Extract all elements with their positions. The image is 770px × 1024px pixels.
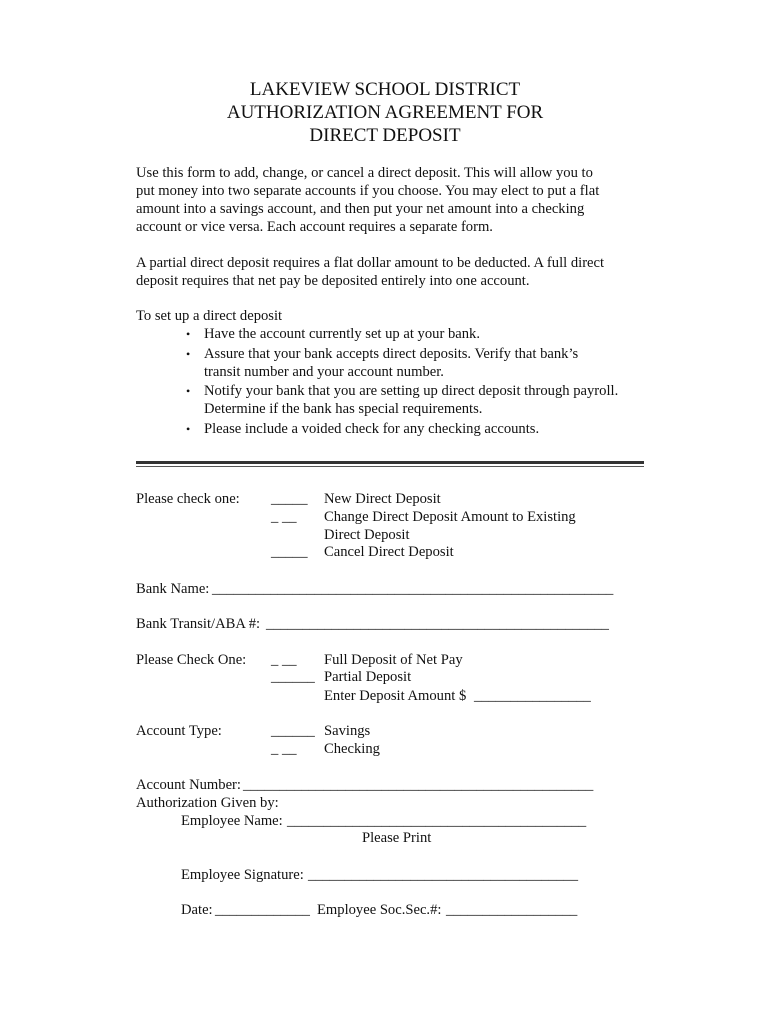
partial-line: A partial direct deposit requires a flat dollar amount to be deducted. A full direct: [136, 255, 605, 271]
ssn-field[interactable]: __________________: [446, 902, 578, 918]
setup-item: Assure that your bank accepts direct deposits. Verify that bank’s: [204, 346, 579, 362]
bullet-icon: •: [186, 422, 191, 436]
new-deposit-checkbox[interactable]: _____: [271, 491, 308, 507]
account-type-label: Account Type:: [136, 723, 222, 739]
bank-transit-field[interactable]: _______________________________________________: [266, 616, 609, 632]
full-deposit-label: Full Deposit of Net Pay: [324, 652, 463, 668]
divider-thick: [136, 461, 644, 464]
change-deposit-label: Change Direct Deposit Amount to Existing: [324, 509, 576, 525]
title-line-2: AUTHORIZATION AGREEMENT FOR: [226, 102, 544, 123]
intro-line: account or vice versa. Each account requires a separate form.: [136, 219, 493, 235]
ssn-label: Employee Soc.Sec.#:: [317, 902, 442, 918]
title-line-1: LAKEVIEW SCHOOL DISTRICT: [249, 79, 521, 100]
authorization-label: Authorization Given by:: [136, 795, 279, 811]
cancel-deposit-label: Cancel Direct Deposit: [324, 544, 454, 560]
title-line-3: DIRECT DEPOSIT: [309, 125, 461, 146]
bank-transit-label: Bank Transit/ABA #:: [136, 616, 261, 632]
intro-line: Use this form to add, change, or cancel a direct deposit. This will allow you to: [136, 165, 593, 181]
deposit-type-label: Please Check One:: [136, 652, 247, 668]
partial-deposit-checkbox[interactable]: ______: [271, 669, 315, 685]
bullet-icon: •: [186, 384, 191, 398]
bank-name-field[interactable]: _______________________________________________________: [212, 581, 614, 597]
date-field[interactable]: _____________: [215, 902, 310, 918]
checking-checkbox[interactable]: _ __: [271, 741, 297, 757]
employee-name-label: Employee Name:: [181, 813, 283, 829]
account-number-field[interactable]: ________________________________________________: [243, 777, 594, 793]
savings-checkbox[interactable]: ______: [271, 723, 315, 739]
deposit-amount-field[interactable]: ________________: [474, 688, 591, 704]
intro-line: amount into a savings account, and then put your net amount into a checking: [136, 201, 585, 217]
new-deposit-label: New Direct Deposit: [324, 491, 441, 507]
setup-item: Determine if the bank has special requirements.: [204, 401, 483, 417]
employee-signature-field[interactable]: _____________________________________: [308, 867, 578, 883]
checking-label: Checking: [324, 741, 380, 757]
employee-name-field[interactable]: _________________________________________: [287, 813, 587, 829]
bank-name-label: Bank Name:: [136, 581, 210, 597]
partial-deposit-label: Partial Deposit: [324, 669, 412, 685]
change-deposit-checkbox[interactable]: _ __: [271, 509, 297, 525]
deposit-amount-label: Enter Deposit Amount $: [324, 688, 467, 704]
bullet-icon: •: [186, 327, 191, 341]
bullet-icon: •: [186, 347, 191, 361]
partial-line: deposit requires that net pay be deposited entirely into one account.: [136, 273, 530, 289]
change-deposit-label-cont: Direct Deposit: [324, 527, 410, 543]
check-one-label: Please check one:: [136, 491, 240, 507]
please-print-hint: Please Print: [362, 830, 432, 846]
setup-item: Notify your bank that you are setting up direct deposit through payroll.: [204, 383, 619, 399]
employee-signature-label: Employee Signature:: [181, 867, 304, 883]
setup-item: transit number and your account number.: [204, 364, 444, 380]
setup-heading: To set up a direct deposit: [136, 308, 283, 324]
setup-item: Have the account currently set up at your bank.: [204, 326, 480, 342]
account-number-label: Account Number:: [136, 777, 241, 793]
divider-thin: [136, 466, 644, 467]
intro-line: put money into two separate accounts if you choose. You may elect to put a flat: [136, 183, 600, 199]
date-label: Date:: [181, 902, 213, 918]
full-deposit-checkbox[interactable]: _ __: [271, 652, 297, 668]
cancel-deposit-checkbox[interactable]: _____: [271, 544, 308, 560]
savings-label: Savings: [324, 723, 371, 739]
setup-item: Please include a voided check for any checking accounts.: [204, 421, 540, 437]
